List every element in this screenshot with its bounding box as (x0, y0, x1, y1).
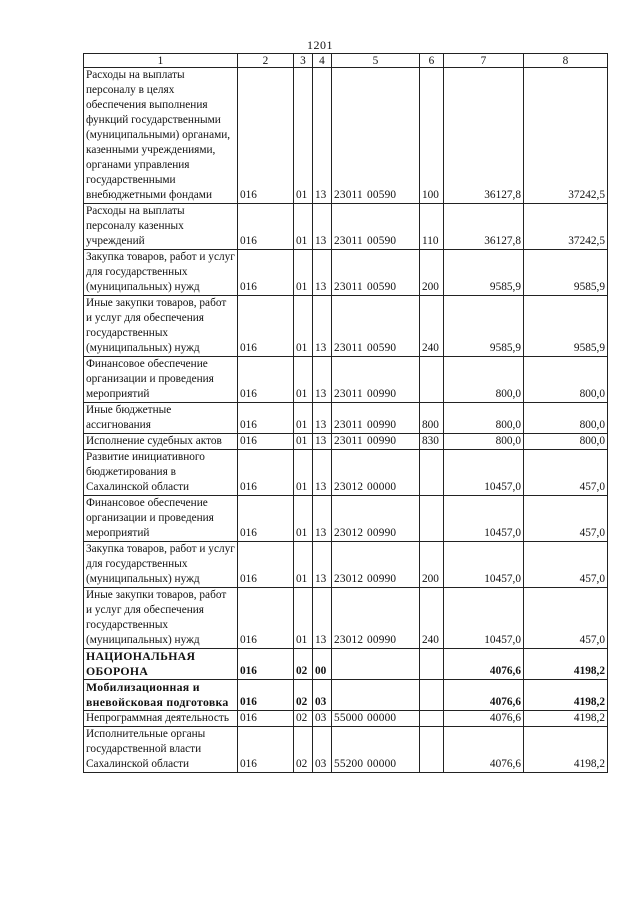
amount-column-7: 800,0 (444, 357, 524, 403)
target-article-program: 23011 (334, 388, 363, 400)
amount-column-8: 37242,5 (524, 204, 608, 250)
table-row (84, 680, 608, 711)
target-article-direction: 00990 (367, 634, 397, 646)
table-row (84, 434, 608, 450)
subsection-code: 13 (313, 250, 332, 296)
section-code: 01 (294, 496, 313, 542)
column-header: 7 (444, 54, 524, 68)
column-header: 1 (84, 54, 238, 68)
ministry-code: 016 (238, 403, 294, 434)
target-article-code (332, 727, 420, 773)
target-article-code (332, 496, 420, 542)
table-row (84, 711, 608, 727)
expense-name: Закупка товаров, работ и услуг для государственных (муниципальных) нужд (84, 250, 238, 296)
expense-type-code: 200 (420, 250, 444, 296)
amount-column-8: 457,0 (524, 588, 608, 649)
ministry-code: 016 (238, 357, 294, 403)
section-code: 01 (294, 204, 313, 250)
amount-column-7: 4076,6 (444, 711, 524, 727)
expense-type-code: 800 (420, 403, 444, 434)
expense-type-code: 110 (420, 204, 444, 250)
expense-type-code: 200 (420, 542, 444, 588)
section-code: 02 (294, 680, 313, 711)
expense-name: Финансовое обеспечение организации и проведения мероприятий (84, 496, 238, 542)
ministry-code: 016 (238, 588, 294, 649)
table-row (84, 403, 608, 434)
subsection-code: 13 (313, 68, 332, 204)
section-code: 02 (294, 711, 313, 727)
amount-column-7: 9585,9 (444, 250, 524, 296)
amount-column-8: 4198,2 (524, 680, 608, 711)
expense-type-code (420, 680, 444, 711)
target-article-direction: 00990 (367, 419, 397, 431)
target-article-program: 55000 (334, 712, 364, 724)
target-article-code (332, 588, 420, 649)
table-row (84, 649, 608, 680)
ministry-code: 016 (238, 68, 294, 204)
ministry-code: 016 (238, 680, 294, 711)
target-article-program: 55200 (334, 758, 364, 770)
ministry-code: 016 (238, 434, 294, 450)
amount-column-7: 4076,6 (444, 680, 524, 711)
target-article-program: 23011 (334, 281, 363, 293)
amount-column-7: 36127,8 (444, 204, 524, 250)
column-header: 4 (313, 54, 332, 68)
amount-column-7: 800,0 (444, 434, 524, 450)
section-code: 01 (294, 450, 313, 496)
target-article-code (332, 711, 420, 727)
ministry-code: 016 (238, 250, 294, 296)
amount-column-8: 9585,9 (524, 296, 608, 357)
expense-type-code (420, 357, 444, 403)
amount-column-8: 4198,2 (524, 711, 608, 727)
amount-column-7: 10457,0 (444, 450, 524, 496)
subsection-code: 13 (313, 434, 332, 450)
target-article-direction: 00590 (367, 281, 397, 293)
expense-name: Исполнительные органы государственной власти Сахалинской области (84, 727, 238, 773)
target-article-direction: 00590 (367, 235, 397, 247)
target-article-direction: 00990 (367, 388, 397, 400)
expense-type-code (420, 649, 444, 680)
expense-name: НАЦИОНАЛЬНАЯ ОБОРОНА (84, 649, 238, 680)
table-row (84, 68, 608, 204)
expense-type-code (420, 711, 444, 727)
amount-column-8: 457,0 (524, 450, 608, 496)
section-code: 02 (294, 649, 313, 680)
table-row (84, 450, 608, 496)
section-code: 01 (294, 434, 313, 450)
target-article-program: 23011 (334, 435, 363, 447)
section-code: 01 (294, 296, 313, 357)
expense-name: Закупка товаров, работ и услуг для государственных (муниципальных) нужд (84, 542, 238, 588)
expense-type-code: 240 (420, 588, 444, 649)
target-article-program: 23012 (334, 527, 364, 539)
expense-name: Иные закупки товаров, работ и услуг для обеспечения государственных (муниципальных) нужд (84, 588, 238, 649)
expense-name: Расходы на выплаты персоналу в целях обеспечения выполнения функций государственными (муниципальными) органами, казенными учреждениями, органами управления государственными внебюджетными фондами (84, 68, 238, 204)
expense-name: Исполнение судебных актов (84, 434, 238, 450)
table-row (84, 250, 608, 296)
expense-name: Финансовое обеспечение организации и проведения мероприятий (84, 357, 238, 403)
section-code: 01 (294, 68, 313, 204)
amount-column-7: 10457,0 (444, 542, 524, 588)
table-row (84, 727, 608, 773)
subsection-code: 03 (313, 680, 332, 711)
subsection-code: 13 (313, 403, 332, 434)
amount-column-8: 9585,9 (524, 250, 608, 296)
subsection-code: 13 (313, 450, 332, 496)
expense-name: Расходы на выплаты персоналу казенных учреждений (84, 204, 238, 250)
ministry-code: 016 (238, 649, 294, 680)
expense-type-code (420, 450, 444, 496)
target-article-code (332, 250, 420, 296)
target-article-program: 23011 (334, 342, 363, 354)
target-article-direction: 00000 (367, 481, 397, 493)
amount-column-8: 800,0 (524, 434, 608, 450)
budget-table (83, 53, 608, 773)
ministry-code: 016 (238, 204, 294, 250)
target-article-direction: 00990 (367, 435, 397, 447)
target-article-program: 23012 (334, 573, 364, 585)
target-article-code (332, 434, 420, 450)
expense-type-code (420, 496, 444, 542)
expense-type-code (420, 727, 444, 773)
expense-name: Непрограммная деятельность (84, 711, 238, 727)
table-row (84, 588, 608, 649)
section-code: 01 (294, 542, 313, 588)
ministry-code: 016 (238, 542, 294, 588)
amount-column-8: 37242,5 (524, 68, 608, 204)
target-article-code (332, 403, 420, 434)
amount-column-8: 4198,2 (524, 649, 608, 680)
subsection-code: 13 (313, 357, 332, 403)
target-article-program: 23012 (334, 634, 364, 646)
subsection-code: 00 (313, 649, 332, 680)
expense-type-code: 240 (420, 296, 444, 357)
subsection-code: 03 (313, 727, 332, 773)
section-code: 02 (294, 727, 313, 773)
ministry-code: 016 (238, 711, 294, 727)
target-article-code (332, 450, 420, 496)
expense-type-code: 100 (420, 68, 444, 204)
amount-column-7: 4076,6 (444, 727, 524, 773)
amount-column-8: 457,0 (524, 496, 608, 542)
subsection-code: 13 (313, 296, 332, 357)
amount-column-8: 457,0 (524, 542, 608, 588)
table-row (84, 542, 608, 588)
target-article-program: 23011 (334, 189, 363, 201)
expense-name: Мобилизационная и вневойсковая подготовка (84, 680, 238, 711)
target-article-code (332, 542, 420, 588)
target-article-code (332, 680, 420, 711)
target-article-code (332, 296, 420, 357)
target-article-direction: 00990 (367, 527, 397, 539)
section-code: 01 (294, 357, 313, 403)
target-article-code (332, 68, 420, 204)
amount-column-7: 9585,9 (444, 296, 524, 357)
target-article-code (332, 649, 420, 680)
target-article-direction: 00990 (367, 573, 397, 585)
amount-column-8: 800,0 (524, 403, 608, 434)
target-article-direction: 00590 (367, 342, 397, 354)
table-row (84, 357, 608, 403)
amount-column-7: 4076,6 (444, 649, 524, 680)
section-code: 01 (294, 588, 313, 649)
page-number: 1201 (307, 38, 333, 52)
ministry-code: 016 (238, 450, 294, 496)
column-header: 3 (294, 54, 313, 68)
subsection-code: 03 (313, 711, 332, 727)
table-header-row (84, 54, 608, 68)
column-header: 5 (332, 54, 420, 68)
ministry-code: 016 (238, 496, 294, 542)
amount-column-7: 10457,0 (444, 496, 524, 542)
amount-column-7: 10457,0 (444, 588, 524, 649)
target-article-direction: 00000 (367, 758, 397, 770)
section-code: 01 (294, 403, 313, 434)
target-article-direction: 00590 (367, 189, 397, 201)
expense-name: Иные бюджетные ассигнования (84, 403, 238, 434)
target-article-program: 23011 (334, 235, 363, 247)
ministry-code: 016 (238, 727, 294, 773)
column-header: 8 (524, 54, 608, 68)
table-row (84, 496, 608, 542)
column-header: 2 (238, 54, 294, 68)
expense-type-code: 830 (420, 434, 444, 450)
target-article-code (332, 204, 420, 250)
amount-column-7: 36127,8 (444, 68, 524, 204)
subsection-code: 13 (313, 204, 332, 250)
subsection-code: 13 (313, 588, 332, 649)
expense-name: Иные закупки товаров, работ и услуг для обеспечения государственных (муниципальных) нужд (84, 296, 238, 357)
table-row (84, 204, 608, 250)
target-article-program: 23011 (334, 419, 363, 431)
column-header: 6 (420, 54, 444, 68)
section-code: 01 (294, 250, 313, 296)
target-article-direction: 00000 (367, 712, 397, 724)
target-article-program: 23012 (334, 481, 364, 493)
subsection-code: 13 (313, 496, 332, 542)
table-row (84, 296, 608, 357)
target-article-code (332, 357, 420, 403)
expense-name: Развитие инициативного бюджетирования в Сахалинской области (84, 450, 238, 496)
ministry-code: 016 (238, 296, 294, 357)
amount-column-8: 4198,2 (524, 727, 608, 773)
subsection-code: 13 (313, 542, 332, 588)
amount-column-8: 800,0 (524, 357, 608, 403)
amount-column-7: 800,0 (444, 403, 524, 434)
